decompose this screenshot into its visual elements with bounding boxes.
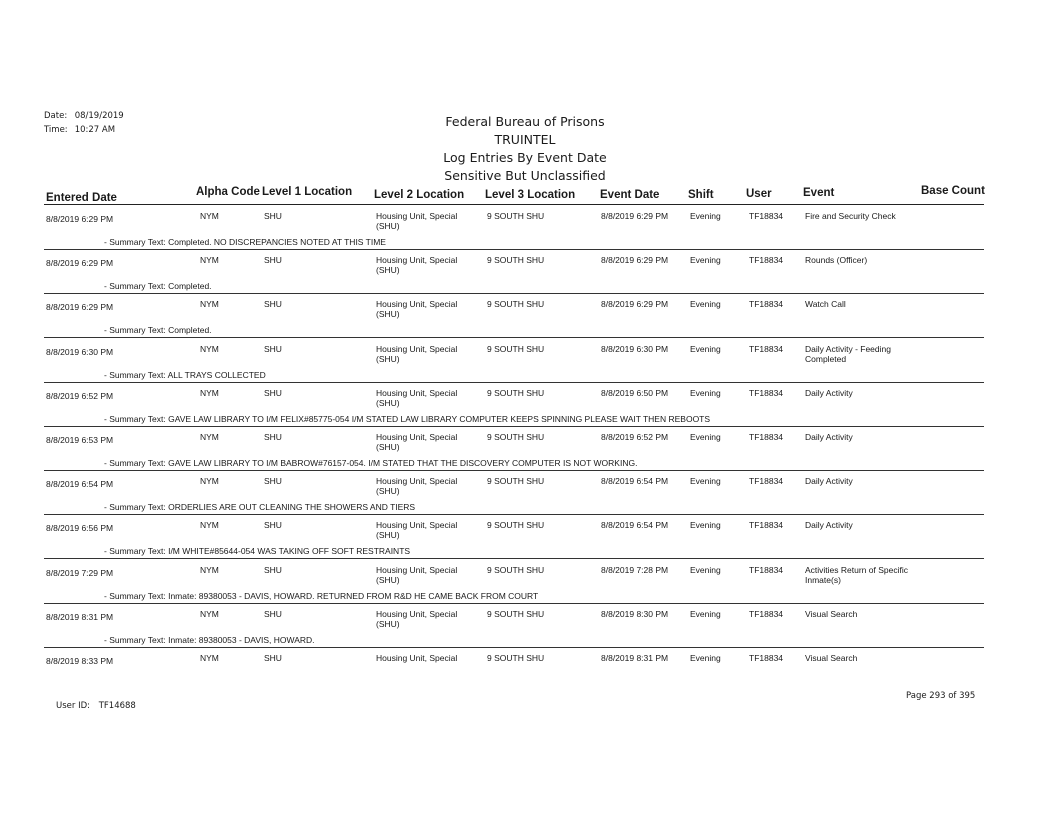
table-row	[0, 651, 1056, 695]
level2-location-cell: Housing Unit, Special (SHU)	[376, 255, 458, 276]
title-agency: Federal Bureau of Prisons	[445, 114, 605, 129]
level2-location-cell: Housing Unit, Special (SHU)	[376, 387, 458, 408]
level3-location-cell: 9 SOUTH SHU	[487, 653, 545, 663]
table-row	[0, 297, 1056, 341]
event-cell: Daily Activity	[805, 387, 853, 398]
table-row	[0, 607, 1056, 651]
level3-location-cell: 9 SOUTH SHU	[487, 520, 545, 531]
user-cell: TF18834	[749, 564, 784, 575]
alpha-code-cell: NYM	[200, 653, 219, 663]
shift-cell: Evening	[690, 564, 721, 575]
level3-location-cell: 9 SOUTH SHU	[487, 608, 545, 619]
time-label: Time:	[44, 125, 68, 135]
event-date-cell: 8/8/2019 6:52 PM	[601, 432, 669, 442]
event-date-cell: 8/8/2019 8:30 PM	[601, 608, 669, 619]
level1-location-cell: SHU	[264, 520, 282, 531]
shift-cell: Evening	[690, 432, 721, 442]
user-id-value: TF14688	[98, 701, 136, 711]
event-cell: Daily Activity	[805, 432, 853, 442]
report-title	[360, 113, 690, 185]
row-divider	[44, 426, 984, 427]
user-cell: TF18834	[749, 608, 784, 619]
table-row	[0, 342, 1056, 386]
entered-date-cell: 8/8/2019 6:29 PM	[46, 258, 114, 269]
level3-location-cell: 9 SOUTH SHU	[487, 255, 545, 266]
level3-location-cell: 9 SOUTH SHU	[487, 299, 545, 310]
shift-cell: Evening	[690, 476, 721, 487]
level1-location-cell: SHU	[264, 653, 282, 663]
level1-location-cell: SHU	[264, 299, 282, 310]
level3-location-cell: 9 SOUTH SHU	[487, 432, 545, 442]
alpha-code-cell: NYM	[200, 476, 219, 487]
shift-cell: Evening	[690, 520, 721, 531]
shift-cell: Evening	[690, 387, 721, 398]
event-cell: Visual Search	[805, 608, 858, 619]
row-divider	[44, 470, 984, 471]
row-divider	[44, 647, 984, 648]
event-cell: Daily Activity	[805, 476, 853, 487]
entered-date-cell: 8/8/2019 6:29 PM	[46, 302, 114, 313]
level3-location-cell: 9 SOUTH SHU	[487, 343, 545, 354]
level2-location-cell: Housing Unit, Special (SHU)	[376, 432, 458, 452]
level1-location-cell: SHU	[264, 564, 282, 575]
alpha-code-cell: NYM	[200, 520, 219, 531]
level1-location-cell: SHU	[264, 387, 282, 398]
row-divider	[44, 514, 984, 515]
user-cell: TF18834	[749, 343, 784, 354]
event-cell: Daily Activity	[805, 520, 853, 531]
table-row	[0, 386, 1056, 430]
col-alpha-code: Alpha Code	[196, 186, 260, 198]
user-cell: TF18834	[749, 387, 784, 398]
alpha-code-cell: NYM	[200, 387, 219, 398]
level1-location-cell: SHU	[264, 255, 282, 266]
level2-location-cell: Housing Unit, Special (SHU)	[376, 211, 458, 231]
event-date-cell: 8/8/2019 6:29 PM	[601, 255, 669, 266]
row-divider	[44, 293, 984, 294]
summary-text: - Summary Text: Inmate: 89380053 - DAVIS, HOWARD.	[104, 634, 315, 645]
user-cell: TF18834	[749, 476, 784, 487]
summary-text: - Summary Text: I/M WHITE#85644-054 WAS TAKING OFF SOFT RESTRAINTS	[104, 546, 411, 557]
entered-date-cell: 8/8/2019 8:31 PM	[46, 611, 114, 622]
row-divider	[44, 603, 984, 604]
table-row	[0, 209, 1056, 253]
shift-cell: Evening	[690, 653, 721, 663]
event-date-cell: 8/8/2019 7:28 PM	[601, 564, 669, 575]
col-level1-location: Level 1 Location	[262, 186, 353, 198]
entered-date-cell: 8/8/2019 7:29 PM	[46, 567, 114, 578]
col-shift: Shift	[688, 189, 714, 201]
event-date-cell: 8/8/2019 6:29 PM	[601, 299, 669, 310]
event-cell: Watch Call	[805, 299, 846, 310]
entered-date-cell: 8/8/2019 6:30 PM	[46, 346, 114, 357]
level1-location-cell: SHU	[264, 343, 282, 354]
row-divider	[44, 337, 984, 338]
user-cell: TF18834	[749, 299, 784, 310]
event-date-cell: 8/8/2019 6:29 PM	[601, 211, 669, 221]
level2-location-cell: Housing Unit, Special (SHU)	[376, 608, 458, 629]
alpha-code-cell: NYM	[200, 564, 219, 575]
title-classification: Sensitive But Unclassified	[444, 168, 606, 183]
report-time	[44, 125, 115, 135]
summary-text: - Summary Text: Completed. NO DISCREPANCIES NOTED AT THIS TIME	[104, 237, 386, 247]
col-level3-location: Level 3 Location	[485, 189, 576, 201]
event-cell: Fire and Security Check	[805, 211, 896, 221]
col-base-count: Base Count	[921, 185, 985, 197]
summary-text: - Summary Text: Completed.	[104, 281, 212, 292]
level1-location-cell: SHU	[264, 476, 282, 487]
event-date-cell: 8/8/2019 6:54 PM	[601, 476, 669, 487]
user-cell: TF18834	[749, 211, 784, 221]
user-cell: TF18834	[749, 520, 784, 531]
summary-text: - Summary Text: ALL TRAYS COLLECTED	[104, 369, 266, 380]
level3-location-cell: 9 SOUTH SHU	[487, 564, 545, 575]
summary-text: - Summary Text: GAVE LAW LIBRARY TO I/M FELIX#85775-054 I/M STATED LAW LIBRARY COMPUTER KEEPS SPINNING PLEASE WAIT THEN REBOOTS	[104, 413, 711, 424]
date-value: 08/19/2019	[74, 111, 124, 121]
level1-location-cell: SHU	[264, 608, 282, 619]
shift-cell: Evening	[690, 255, 721, 266]
col-event: Event	[803, 187, 835, 199]
entered-date-cell: 8/8/2019 8:33 PM	[46, 656, 114, 666]
level2-location-cell: Housing Unit, Special (SHU)	[376, 520, 458, 541]
report-date	[44, 111, 124, 121]
event-date-cell: 8/8/2019 6:50 PM	[601, 387, 669, 398]
table-row	[0, 253, 1056, 297]
entered-date-cell: 8/8/2019 6:53 PM	[46, 435, 114, 445]
entered-date-cell: 8/8/2019 6:54 PM	[46, 479, 114, 490]
date-label: Date:	[44, 111, 68, 121]
level3-location-cell: 9 SOUTH SHU	[487, 211, 545, 221]
table-row	[0, 518, 1056, 562]
event-date-cell: 8/8/2019 8:31 PM	[601, 653, 669, 663]
event-cell: Visual Search	[805, 653, 858, 663]
col-user: User	[746, 188, 772, 200]
col-event-date: Event Date	[600, 189, 660, 201]
alpha-code-cell: NYM	[200, 255, 219, 266]
title-report: Log Entries By Event Date	[443, 150, 607, 165]
level3-location-cell: 9 SOUTH SHU	[487, 476, 545, 487]
alpha-code-cell: NYM	[200, 299, 219, 310]
row-divider	[44, 382, 984, 383]
level2-location-cell: Housing Unit, Special (SHU)	[376, 564, 458, 585]
level2-location-cell: Housing Unit, Special (SHU)	[376, 299, 458, 320]
user-cell: TF18834	[749, 653, 784, 663]
level2-location-cell: Housing Unit, Special (SHU)	[376, 343, 458, 364]
level2-location-cell: Housing Unit, Special	[376, 653, 458, 663]
col-entered-date: Entered Date	[46, 192, 117, 204]
header-divider	[44, 204, 984, 205]
user-cell: TF18834	[749, 432, 784, 442]
user-id-label: User ID:	[56, 701, 90, 711]
footer-user-id	[56, 701, 136, 711]
shift-cell: Evening	[690, 211, 721, 221]
alpha-code-cell: NYM	[200, 432, 219, 442]
title-system: TRUINTEL	[494, 132, 556, 147]
event-cell: Rounds (Officer)	[805, 255, 868, 266]
shift-cell: Evening	[690, 299, 721, 310]
summary-text: - Summary Text: ORDERLIES ARE OUT CLEANING THE SHOWERS AND TIERS	[104, 502, 416, 513]
table-row	[0, 563, 1056, 607]
event-cell: Activities Return of Specific Inmate(s)	[805, 564, 908, 585]
entered-date-cell: 8/8/2019 6:52 PM	[46, 390, 114, 401]
alpha-code-cell: NYM	[200, 343, 219, 354]
shift-cell: Evening	[690, 343, 721, 354]
table-row	[0, 474, 1056, 518]
user-cell: TF18834	[749, 255, 784, 266]
summary-text: - Summary Text: GAVE LAW LIBRARY TO I/M BABROW#76157-054. I/M STATED THAT THE DISCOVERY COMPUTER IS NOT WORKING.	[104, 458, 638, 468]
event-date-cell: 8/8/2019 6:30 PM	[601, 343, 669, 354]
entered-date-cell: 8/8/2019 6:29 PM	[46, 214, 114, 224]
shift-cell: Evening	[690, 608, 721, 619]
event-cell: Daily Activity - Feeding Completed	[805, 343, 891, 364]
summary-text: - Summary Text: Inmate: 89380053 - DAVIS, HOWARD. RETURNED FROM R&D HE CAME BACK FROM COURT	[104, 590, 539, 601]
alpha-code-cell: NYM	[200, 608, 219, 619]
entered-date-cell: 8/8/2019 6:56 PM	[46, 523, 114, 534]
level2-location-cell: Housing Unit, Special (SHU)	[376, 476, 458, 497]
level1-location-cell: SHU	[264, 211, 282, 221]
event-date-cell: 8/8/2019 6:54 PM	[601, 520, 669, 531]
page-number: Page 293 of 395	[906, 691, 976, 701]
col-level2-location: Level 2 Location	[374, 189, 465, 201]
summary-text: - Summary Text: Completed.	[104, 325, 212, 336]
level1-location-cell: SHU	[264, 432, 282, 442]
alpha-code-cell: NYM	[200, 211, 219, 221]
table-row	[0, 430, 1056, 474]
row-divider	[44, 558, 984, 559]
row-divider	[44, 249, 984, 250]
level3-location-cell: 9 SOUTH SHU	[487, 387, 545, 398]
time-value: 10:27 AM	[74, 125, 116, 135]
